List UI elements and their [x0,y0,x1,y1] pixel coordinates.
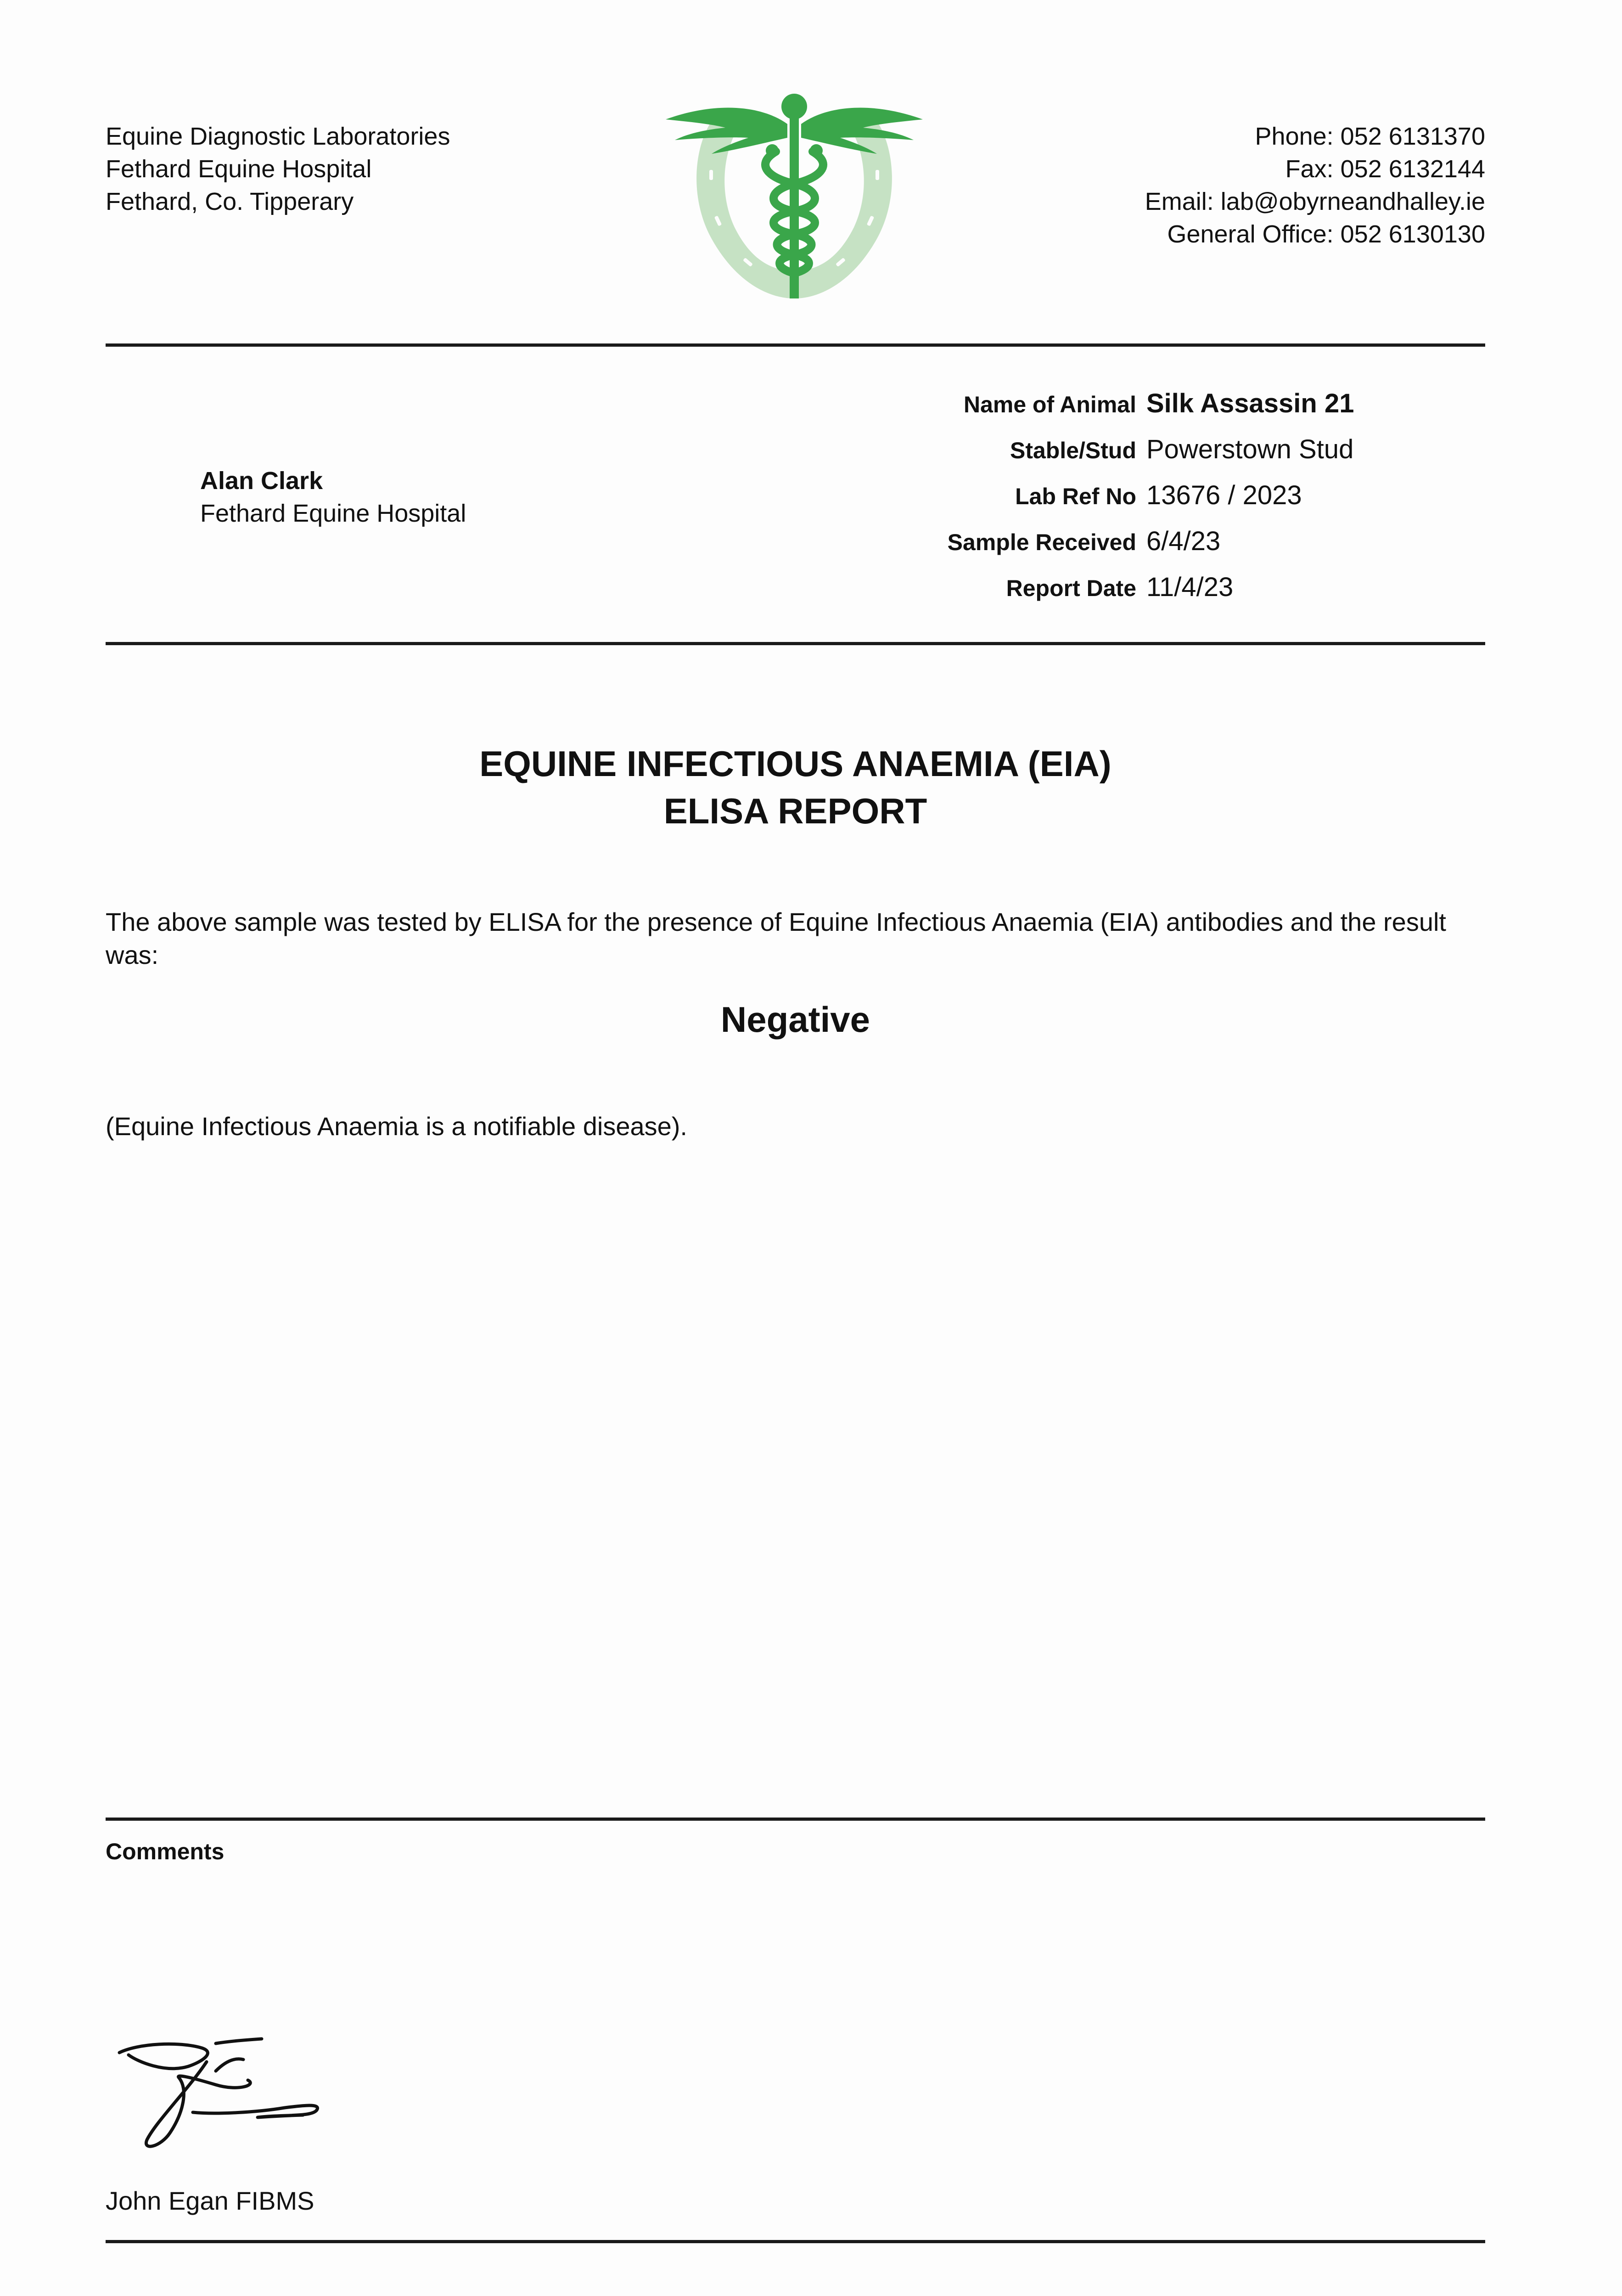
report-body-text: The above sample was tested by ELISA for the presence of Equine Infectious Anaemia (EIA) antibodies and the result was: [106,907,1446,969]
detail-label: Name of Animal [963,392,1136,417]
recipient-name: Alan Clark [200,467,323,495]
report-title-line1: EQUINE INFECTIOUS ANAEMIA (EIA) [479,743,1111,784]
notifiable-note: (Equine Infectious Anaemia is a notifiable disease). [106,1112,687,1141]
lab-name: Equine Diagnostic Laboratories [106,123,450,150]
animal-name-value: Silk Assassin 21 [1146,388,1354,418]
sample-received-value: 6/4/23 [1146,526,1221,556]
phone-text: Phone: 052 6131370 [1255,123,1485,150]
signer-name: John Egan FIBMS [106,2186,314,2215]
detail-row-stable [780,434,1354,480]
lab-hospital: Fethard Equine Hospital [106,155,372,183]
caduceus-horseshoe-icon [661,87,927,312]
email-text: Email: lab@obyrneandhalley.ie [1145,188,1485,215]
general-office-text: General Office: 052 6130130 [1167,220,1485,248]
contact-info [1145,120,1485,251]
result-text: Negative [720,999,870,1040]
detail-label: Lab Ref No [1015,484,1136,509]
report-date-value: 11/4/23 [1146,572,1234,602]
recipient-org: Fethard Equine Hospital [200,500,466,527]
fax-text: Fax: 052 6132144 [1285,155,1485,183]
divider-comments [106,1818,1485,1821]
detail-row-animal [780,388,1354,434]
divider-bottom [106,2240,1485,2243]
signature-image [110,2034,340,2158]
lab-ref-value: 13676 / 2023 [1146,480,1302,510]
lab-location: Fethard, Co. Tipperary [106,188,354,215]
divider-top [106,343,1485,347]
report-title [106,740,1485,835]
report-title-line2: ELISA REPORT [663,791,927,831]
detail-label: Report Date [1006,575,1136,601]
lab-address [106,120,450,218]
detail-label: Stable/Stud [1010,438,1136,463]
detail-row-report-date [780,572,1354,618]
detail-row-received [780,526,1354,572]
divider-middle [106,642,1485,645]
stable-value: Powerstown Stud [1146,434,1354,464]
recipient-block [200,465,466,530]
comments-label: Comments [106,1839,224,1864]
detail-label: Sample Received [947,529,1136,555]
sample-details [780,388,1354,618]
detail-row-labref [780,480,1354,526]
